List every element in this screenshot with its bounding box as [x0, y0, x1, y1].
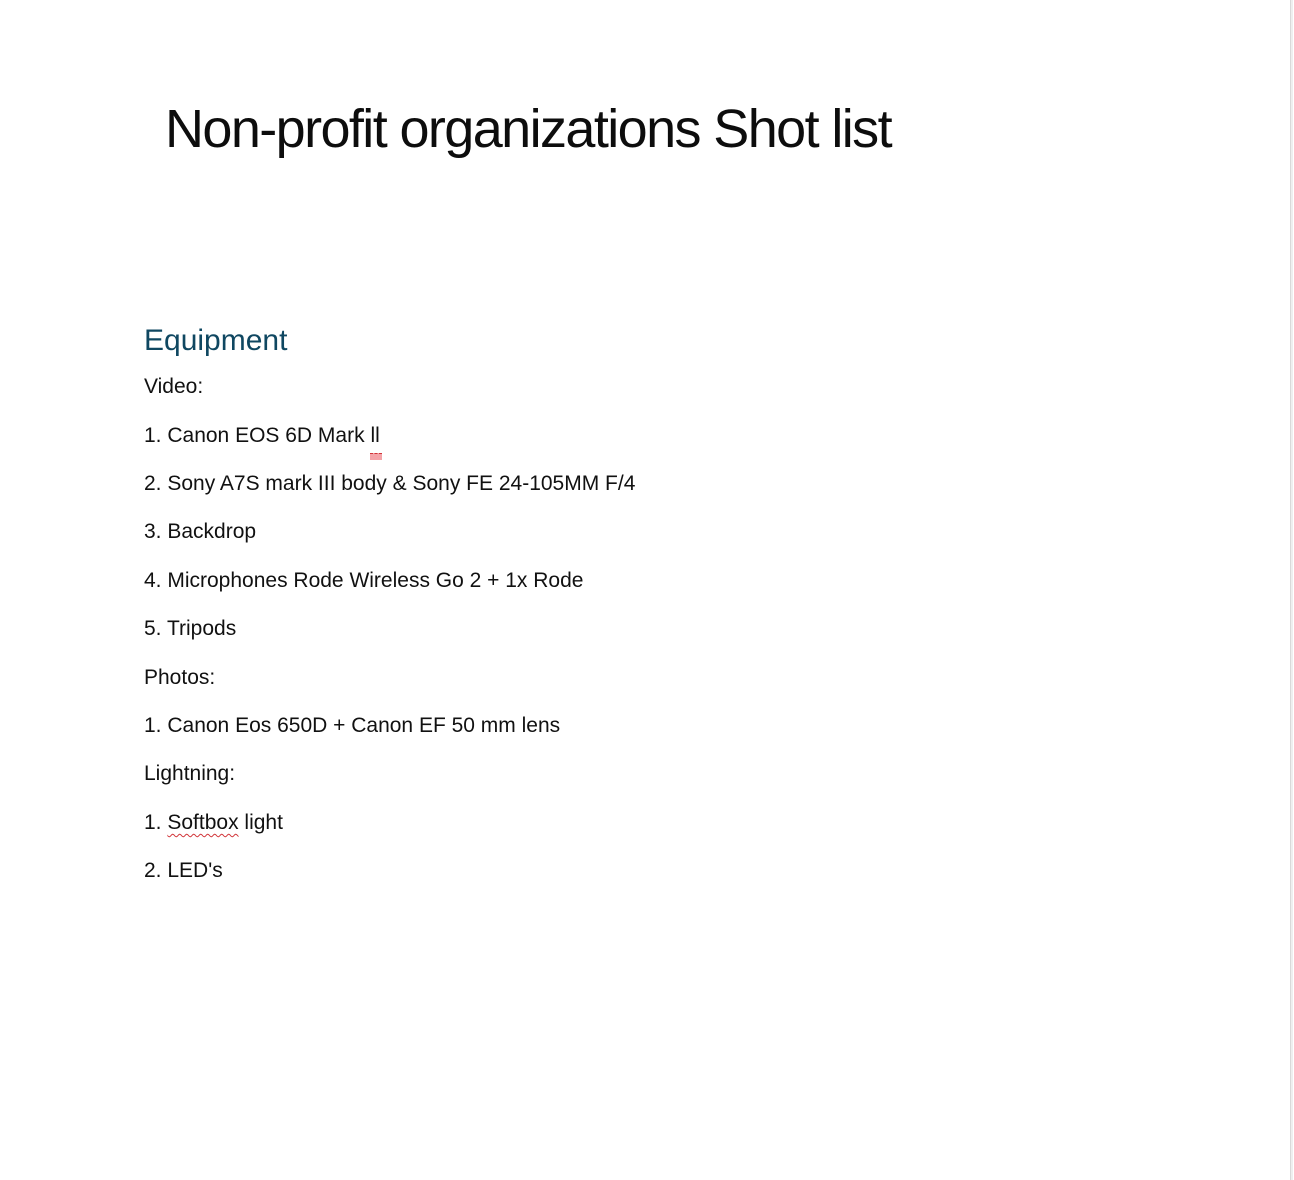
video-item-1-text: 1. Canon EOS 6D Mark: [144, 424, 371, 447]
lighting-item-2[interactable]: 2. LED's: [144, 859, 223, 882]
document-title[interactable]: Non-profit organizations Shot list: [165, 99, 891, 159]
video-item-2[interactable]: 2. Sony A7S mark III body & Sony FE 24-105MM F/4: [144, 472, 636, 495]
flagged-word[interactable]: [370, 422, 379, 450]
photos-label[interactable]: Photos:: [144, 666, 216, 689]
photos-item-1[interactable]: 1. Canon Eos 650D + Canon EF 50 mm lens: [144, 714, 561, 737]
video-item-4[interactable]: 4. Microphones Rode Wireless Go 2 + 1x Rode: [144, 569, 584, 592]
flagged-word-text: ll: [370, 424, 380, 447]
lighting-item-1-prefix: 1.: [144, 811, 168, 834]
grammar-flag-icon[interactable]: [370, 453, 382, 460]
misspelled-word[interactable]: Softbox: [167, 811, 239, 834]
video-item-3[interactable]: 3. Backdrop: [144, 520, 257, 543]
video-label[interactable]: Video:: [144, 375, 204, 398]
section-heading-equipment[interactable]: Equipment: [144, 324, 288, 357]
video-item-1[interactable]: [144, 422, 380, 450]
video-item-5[interactable]: 5. Tripods: [144, 617, 237, 640]
lighting-item-1-suffix: light: [238, 811, 283, 834]
lighting-item-1[interactable]: [144, 809, 283, 837]
lighting-label[interactable]: Lightning:: [144, 762, 236, 785]
